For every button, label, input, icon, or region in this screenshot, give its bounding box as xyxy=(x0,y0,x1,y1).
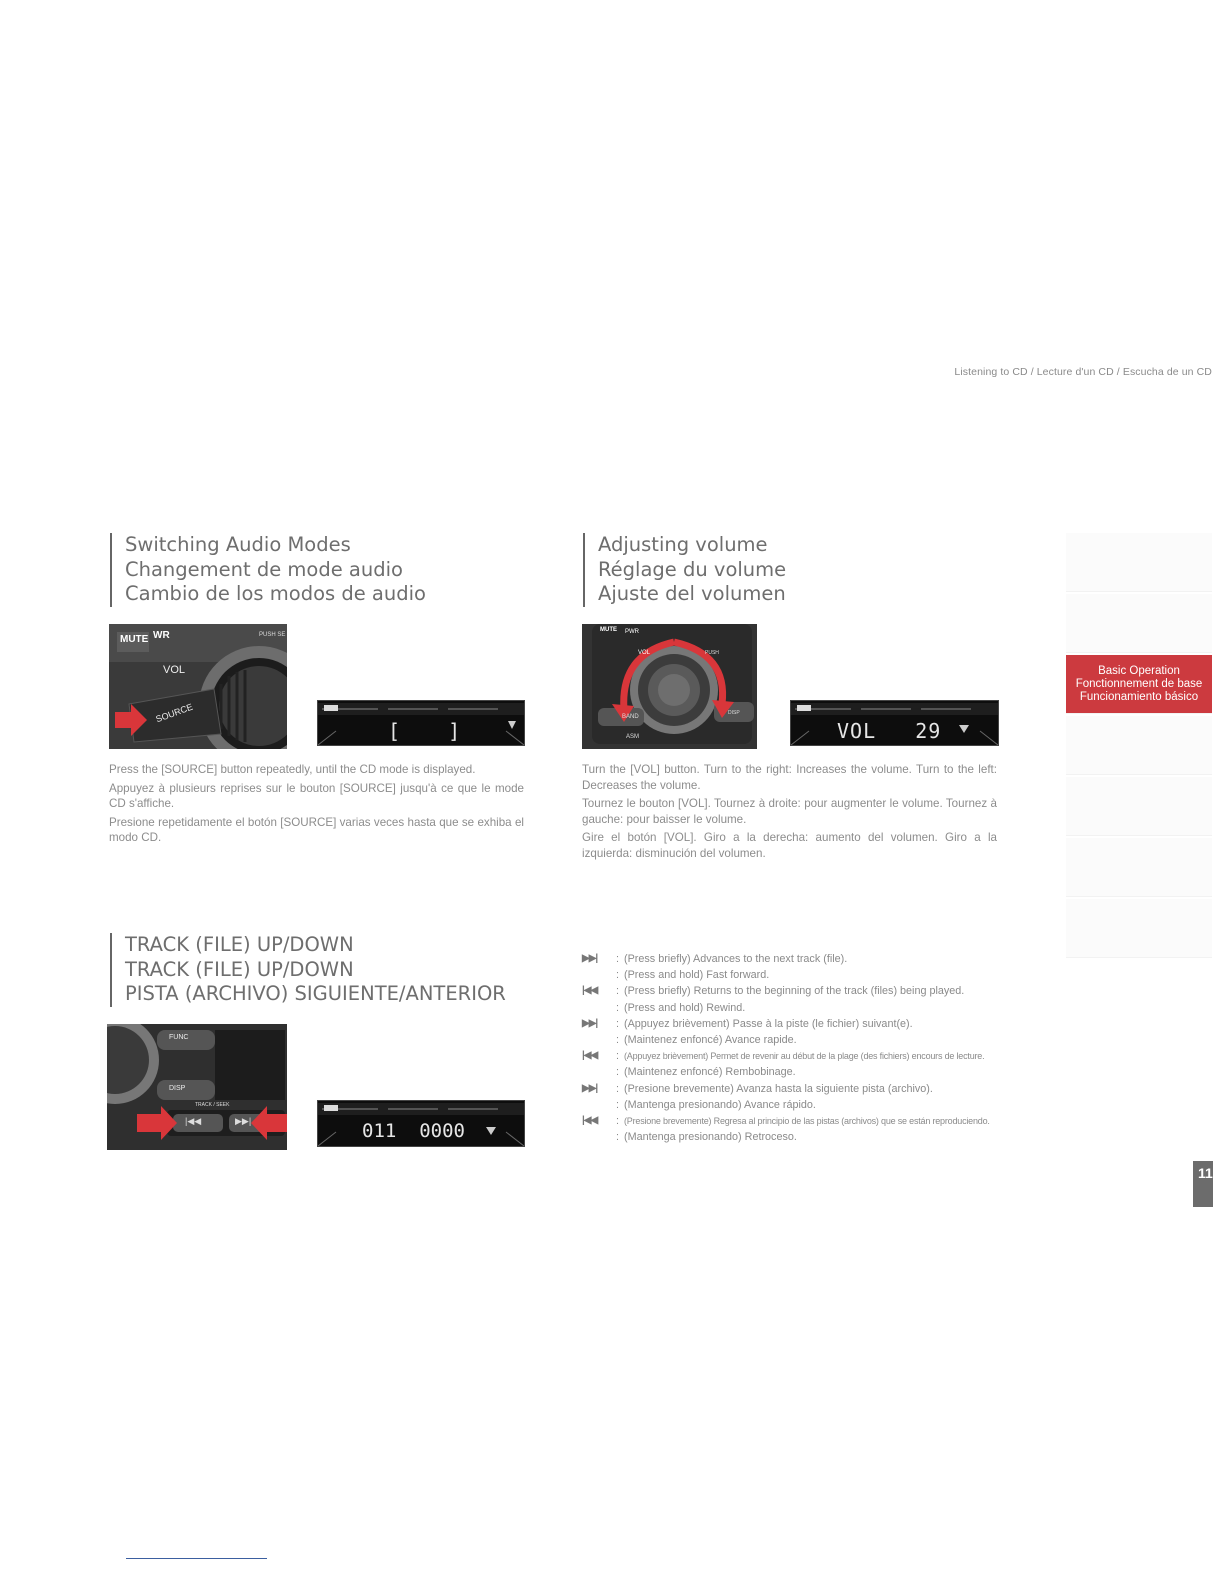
chapter-tab-label-en: Basic Operation xyxy=(1098,664,1180,677)
list-item: ▶▶| : (Press briefly) Advances to the next track (file). xyxy=(582,951,1012,967)
list-item-text: (Maintenez enfoncé) Rembobinage. xyxy=(624,1066,796,1079)
list-item-text: (Appuyez brièvement) Passe à la piste (le fichier) suivant(e). xyxy=(624,1017,913,1030)
list-item: |◀◀ : (Presione brevemente) Regresa al principio de las pistas (archivos) que se están reproduciendo. xyxy=(582,1113,1012,1129)
section-heading-volume xyxy=(583,533,786,607)
next-track-icon: ▶▶| xyxy=(582,953,598,964)
chapter-tab[interactable] xyxy=(1066,777,1212,836)
heading-line-en: Switching Audio Modes xyxy=(125,533,351,556)
heading-line-es: Ajuste del volumen xyxy=(598,582,786,605)
heading-line-es: Cambio de los modos de audio xyxy=(125,582,426,605)
pwr-label: PWR xyxy=(625,629,639,635)
chapter-tab-label-fr: Fonctionnement de base xyxy=(1075,677,1203,690)
source-button-photo xyxy=(109,624,287,749)
volume-knob-photo xyxy=(582,624,757,749)
chapter-tab[interactable] xyxy=(1066,838,1212,897)
breadcrumb: Listening to CD / Lecture d'un CD / Escucha de un CD xyxy=(954,366,1212,378)
paragraph-en: Press the [SOURCE] button repeatedly, until the CD mode is displayed. xyxy=(109,763,476,776)
heading-line-en: TRACK (FILE) UP/DOWN xyxy=(125,933,354,956)
list-item: : (Maintenez enfoncé) Rembobinage. xyxy=(582,1064,1012,1080)
next-track-icon: ▶▶| xyxy=(582,1017,598,1029)
switching-description xyxy=(109,762,524,849)
chapter-tab[interactable] xyxy=(1066,594,1212,653)
disp-label: DISP xyxy=(728,710,740,716)
list-item-text: (Presione brevemente) Avanza hasta la siguiente pista (archivo). xyxy=(624,1082,933,1095)
paragraph-en: Turn the [VOL] button. Turn to the right: Increases the volume. Turn to the left: Decreases the volume. xyxy=(582,763,997,792)
list-item: : (Mantenga presionando) Retroceso. xyxy=(582,1129,1012,1145)
list-item: : (Press and hold) Rewind. xyxy=(582,1000,1012,1016)
lcd-display-volume xyxy=(790,700,999,746)
chapter-tab-basic-operation[interactable] xyxy=(1066,655,1212,714)
list-item-text: (Press briefly) Advances to the next track (file). xyxy=(624,953,848,965)
list-item-text: (Maintenez enfoncé) Avance rapide. xyxy=(624,1034,797,1047)
pwr-label: WR xyxy=(153,630,170,641)
track-seek-label: TRACK / SEEK xyxy=(195,1102,230,1108)
next-track-icon: ▶▶| xyxy=(582,1082,598,1094)
footnote-divider xyxy=(126,1558,267,1559)
lcd-text: VOL 29 xyxy=(837,719,942,743)
previous-track-icon: |◀◀ xyxy=(185,1116,202,1126)
source-label: SOURCE xyxy=(154,701,195,725)
list-item-text: (Appuyez brièvement) Permet de revenir au début de la plage (des fichiers) encours de lecture. xyxy=(624,1051,985,1062)
volume-description xyxy=(582,762,997,865)
heading-line-fr: Changement de mode audio xyxy=(125,557,403,581)
heading-line-fr: Réglage du volume xyxy=(598,557,787,581)
mute-label: MUTE xyxy=(120,634,149,645)
section-heading-switching xyxy=(110,533,426,607)
paragraph-es: Presione repetidamente el botón [SOURCE] varias veces hasta que se exhiba el modo CD. xyxy=(109,815,524,845)
heading-line-fr: TRACK (FILE) UP/DOWN xyxy=(125,957,354,981)
asm-label: ASM xyxy=(626,734,640,740)
band-label: BAND xyxy=(622,714,639,720)
list-item: : (Press and hold) Fast forward. xyxy=(582,967,1012,983)
paragraph-es: Gire el botón [VOL]. Giro a la derecha: aumento del volumen. Giro a la izquierda: disminución del volumen. xyxy=(582,831,997,860)
paragraph-fr: Appuyez à plusieurs reprises sur le bouton [SOURCE] jusqu'à ce que le mode CD s'affiche. xyxy=(109,781,524,811)
next-track-icon: ▶▶| xyxy=(235,1116,252,1126)
previous-track-icon: |◀◀ xyxy=(582,1050,598,1062)
track-buttons-photo xyxy=(107,1024,287,1150)
lcd-text: 011 0000 xyxy=(362,1120,465,1142)
list-item: |◀◀ : (Appuyez brièvement) Permet de revenir au début de la plage (des fichiers) encours de lecture. xyxy=(582,1048,1012,1064)
chapter-tab[interactable] xyxy=(1066,716,1212,775)
list-item-text: (Press briefly) Returns to the beginning of the track (files) being played. xyxy=(624,985,965,998)
chapter-tab[interactable] xyxy=(1066,533,1212,592)
list-item: ▶▶| : (Appuyez brièvement) Passe à la piste (le fichier) suivant(e). xyxy=(582,1016,1012,1032)
heading-line-en: Adjusting volume xyxy=(598,533,768,556)
list-item-text: (Presione brevemente) Regresa al principio de las pistas (archivos) que se están reproduciendo. xyxy=(624,1116,990,1127)
page-number: 11 xyxy=(1193,1161,1213,1207)
list-item: : (Maintenez enfoncé) Avance rapide. xyxy=(582,1032,1012,1048)
vol-label: VOL xyxy=(638,650,651,656)
chapter-tab[interactable] xyxy=(1066,899,1212,958)
mute-label: MUTE xyxy=(600,627,617,633)
lcd-display-track xyxy=(317,1100,525,1147)
paragraph-fr: Tournez le bouton [VOL]. Tournez à droite: pour augmenter le volume. Tournez à gauche: pour baisser le volume. xyxy=(582,797,997,826)
lcd-display-cd xyxy=(317,700,525,746)
heading-line-es: PISTA (ARCHIVO) SIGUIENTE/ANTERIOR xyxy=(125,982,506,1005)
section-heading-track xyxy=(110,933,506,1007)
list-item: : (Mantenga presionando) Avance rápido. xyxy=(582,1097,1012,1113)
lcd-text: [ ] xyxy=(388,719,479,743)
previous-track-icon: |◀◀ xyxy=(582,985,598,997)
list-item-text: (Mantenga presionando) Avance rápido. xyxy=(624,1098,816,1111)
disp-label: DISP xyxy=(169,1085,186,1092)
track-button-list xyxy=(582,951,1012,1145)
push-label: PUSH SE xyxy=(259,632,286,638)
list-item-text: (Press and hold) Fast forward. xyxy=(624,969,770,982)
push-label: PUSH xyxy=(705,650,719,656)
list-item: |◀◀ : (Press briefly) Returns to the beginning of the track (files) being played. xyxy=(582,983,1012,999)
previous-track-icon: |◀◀ xyxy=(582,1115,598,1127)
chapter-tabs xyxy=(1066,533,1212,960)
list-item-text: (Mantenga presionando) Retroceso. xyxy=(624,1131,797,1144)
list-item: ▶▶| : (Presione brevemente) Avanza hasta la siguiente pista (archivo). xyxy=(582,1081,1012,1097)
list-item-text: (Press and hold) Rewind. xyxy=(624,1001,746,1014)
vol-label: VOL xyxy=(163,664,186,676)
chapter-tab-label-es: Funcionamiento básico xyxy=(1079,690,1199,703)
func-label: FUNC xyxy=(169,1034,189,1041)
